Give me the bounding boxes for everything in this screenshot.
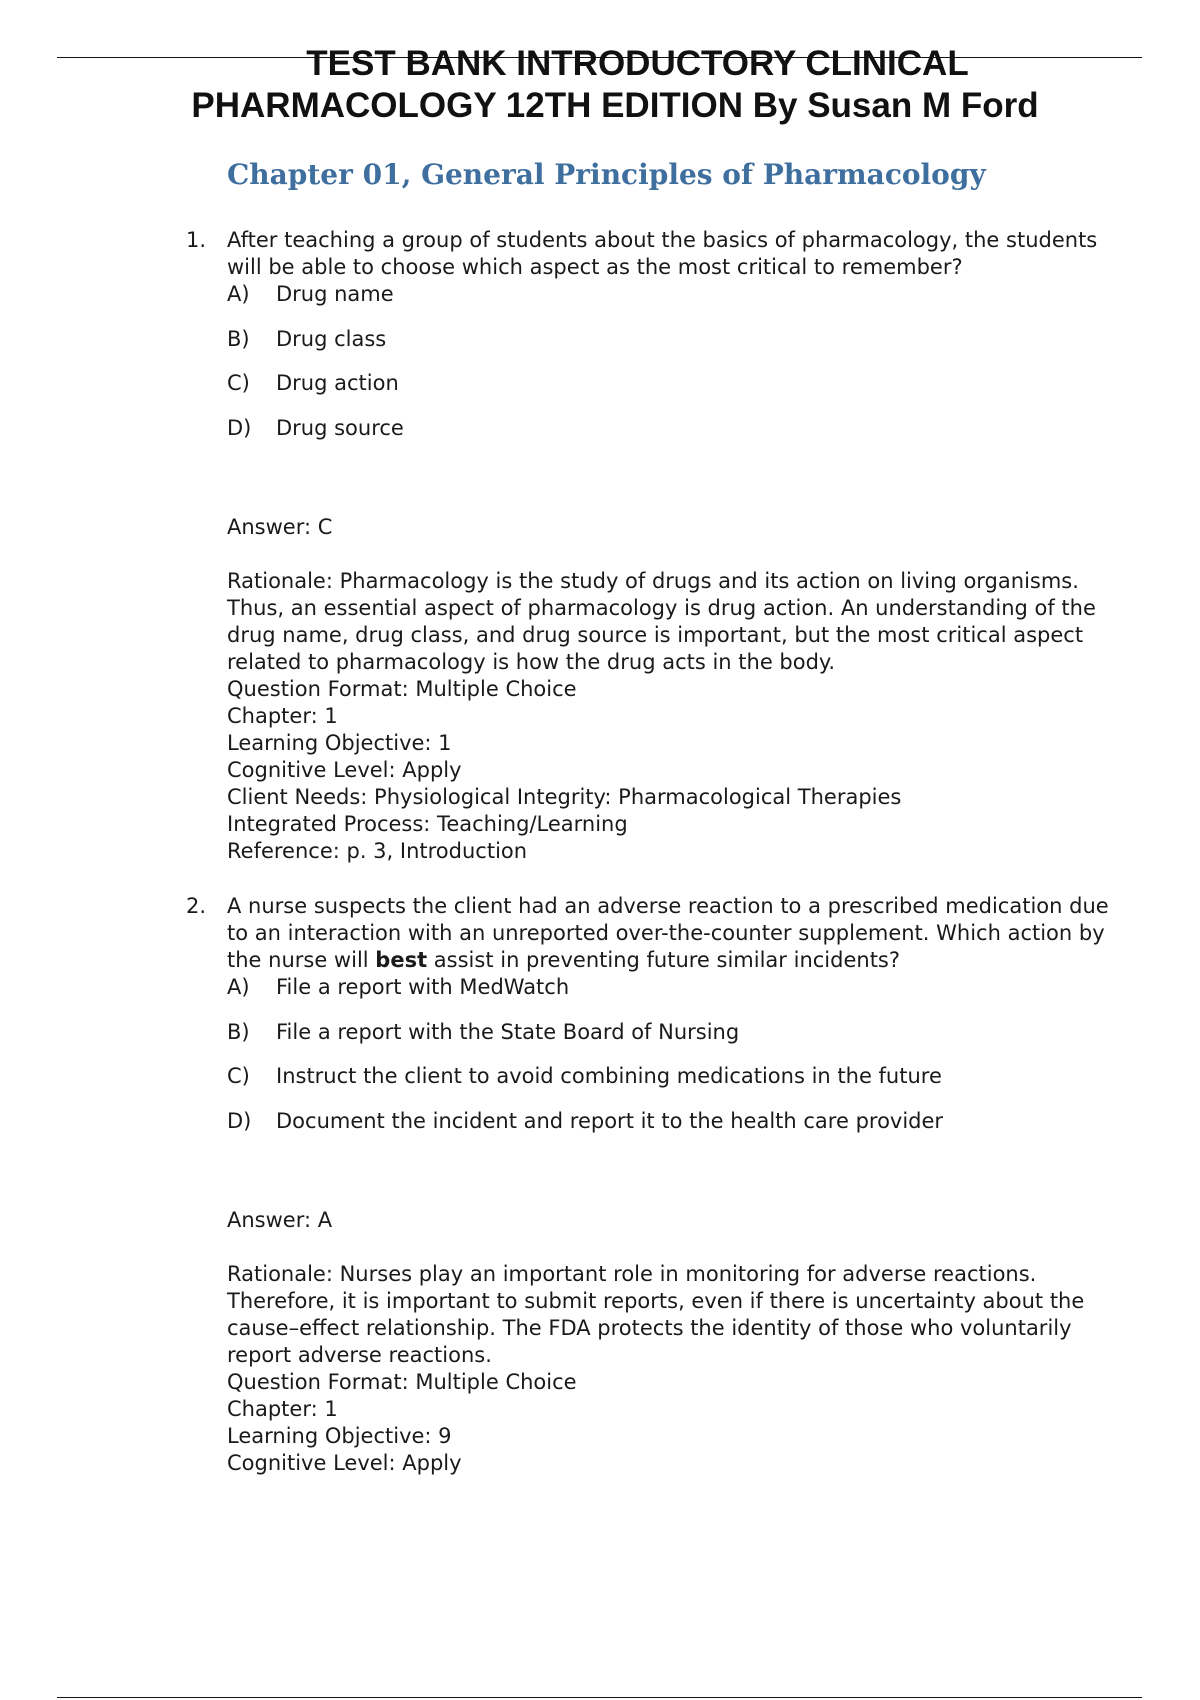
question-metadata — [227, 1369, 1136, 1477]
client-needs: Client Needs: Physiological Integrity: Pharmacological Therapies — [227, 784, 902, 809]
question-number: 2. — [186, 894, 207, 918]
option-b — [227, 1019, 1136, 1064]
option-text: Drug source — [276, 415, 404, 440]
option-letter: A) — [227, 282, 250, 306]
option-text: Drug action — [276, 371, 399, 395]
option-letter: C) — [227, 1064, 250, 1088]
answer-key: Answer: A — [227, 1207, 333, 1232]
option-a — [227, 974, 1136, 1019]
answer-options — [227, 281, 1136, 442]
chapter-heading: Chapter 01, General Principles of Pharmacology — [227, 158, 986, 191]
question-format: Question Format: Multiple Choice — [227, 676, 577, 701]
stem-emphasis: best — [375, 948, 428, 972]
option-text: Instruct the client to avoid combining medications in the future — [276, 1064, 942, 1088]
option-d — [227, 1108, 1136, 1135]
question-stem: After teaching a group of students about the basics of pharmacology, the students will be able to choose which aspect as the most critical to remember? — [227, 228, 1098, 279]
question-metadata — [227, 676, 1136, 865]
option-letter: B) — [227, 326, 250, 351]
integrated-process: Integrated Process: Teaching/Learning — [227, 811, 628, 836]
question-format: Question Format: Multiple Choice — [227, 1369, 577, 1394]
rationale: Rationale: Pharmacology is the study of drugs and its action on living organisms. Thus, an essential aspect of pharmacology is drug action. An understanding of the drug name, drug class, and drug source is important, but the most critical aspect related to pharmacology is how the drug acts in the body. — [227, 568, 1096, 674]
option-text: Drug name — [276, 282, 394, 306]
reference: Reference: p. 3, Introduction — [227, 838, 528, 863]
learning-objective: Learning Objective: 9 — [227, 1423, 452, 1448]
cognitive-level: Cognitive Level: Apply — [227, 1450, 462, 1475]
rationale: Rationale: Nurses play an important role in monitoring for adverse reactions. Therefore, it is important to submit reports, even if there is uncertainty about the cause–effect relationship. The FDA protects the identity of those who voluntarily report adverse reactions. — [227, 1261, 1085, 1367]
option-a — [227, 281, 1136, 326]
option-text: File a report with MedWatch — [276, 975, 570, 999]
option-text: Document the incident and report it to the health care provider — [276, 1108, 944, 1133]
question-1 — [186, 227, 1136, 865]
option-letter: C) — [227, 371, 250, 395]
option-letter: D) — [227, 1108, 252, 1133]
answer-options — [227, 974, 1136, 1135]
question-stem — [227, 893, 1136, 974]
stem-text: A nurse suspects the client had an adverse reaction to a prescribed medication due to an interaction with an unreported over-the-counter supplement. Which action by the nurse will — [227, 894, 1109, 972]
document-title-line-2: PHARMACOLOGY 12TH EDITION By Susan M Ford — [191, 86, 1039, 125]
option-letter: D) — [227, 415, 252, 440]
answer-key: Answer: C — [227, 514, 333, 539]
option-b — [227, 326, 1136, 371]
option-text: File a report with the State Board of Nursing — [276, 1019, 740, 1044]
option-text: Drug class — [276, 326, 387, 351]
option-letter: A) — [227, 975, 250, 999]
stem-text: assist in preventing future similar incidents? — [427, 948, 901, 972]
document-title-line-1: TEST BANK INTRODUCTORY CLINICAL — [306, 44, 969, 83]
cognitive-level: Cognitive Level: Apply — [227, 757, 462, 782]
learning-objective: Learning Objective: 1 — [227, 730, 452, 755]
option-letter: B) — [227, 1019, 250, 1044]
question-number: 1. — [186, 228, 207, 252]
chapter: Chapter: 1 — [227, 1396, 338, 1421]
option-d — [227, 415, 1136, 442]
chapter: Chapter: 1 — [227, 703, 338, 728]
question-2 — [186, 893, 1136, 1477]
option-c — [227, 370, 1136, 415]
footer-rule — [57, 1697, 1142, 1698]
option-c — [227, 1063, 1136, 1108]
